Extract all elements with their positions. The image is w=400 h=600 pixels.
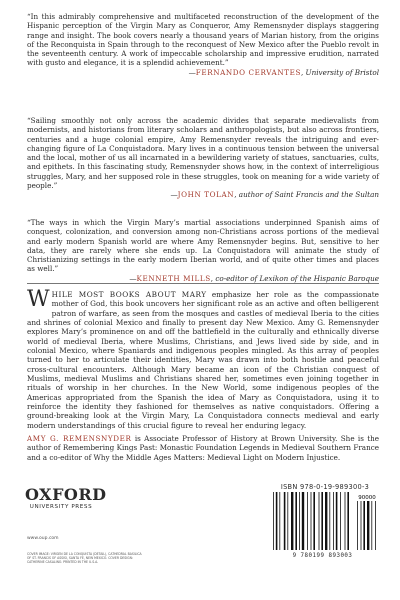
publisher-sub: UNIVERSITY PRESS	[29, 504, 93, 510]
praise-affiliation-1: University of Bristol	[305, 67, 379, 77]
price-code: 90000	[358, 495, 376, 501]
barcode-bar	[284, 492, 286, 550]
barcode-bar	[333, 492, 334, 550]
praise-affiliation-3: co-editor of Lexikon of the Hispanic Baroque	[215, 273, 379, 283]
barcode-addon-bar	[361, 501, 362, 550]
barcode-bar	[345, 492, 346, 550]
praise-credit-2: —JOHN TOLAN, author of Saint Francis and the Sultan	[170, 190, 379, 200]
barcode-bar	[276, 492, 278, 550]
barcode-bar	[319, 492, 320, 550]
barcode-bar	[299, 492, 300, 550]
book-description	[27, 287, 379, 430]
isbn-label: ISBN 978-0-19-989300-3	[280, 483, 370, 491]
publisher-name: OXFORD	[25, 485, 107, 504]
barcode-image	[271, 492, 379, 552]
barcode-bar	[311, 492, 312, 550]
author-paragraph	[27, 434, 379, 462]
praise-credit-1: —FERNANDO CERVANTES, University of Bristol	[188, 67, 379, 77]
description-paragraph	[27, 287, 379, 430]
barcode-addon-bar	[371, 501, 372, 550]
publisher-url: www.oup.com	[27, 536, 59, 541]
praise-credit-3: —KENNETH MILLS, co-editor of Lexikon of the Hispanic Baroque	[129, 273, 379, 283]
barcode-bar	[287, 492, 288, 550]
praise-quote-2: “Sailing smoothly not only across the academic divides that separate medievalists from modernists, and historians from literary scholars and anthropologists, but also across frontiers, centuries and a huge colonial empire, Amy Remensnyder reveals the intriguing and ever-changing figure of La Conquistadora. Mary lives in a continuous tension between the universal and the local, mother of us all incarnated in a bewildering variety of statues, sanctuaries, cults, and epithets. In this fascinating study, Remensnyder shows how, in the context of interreligious struggles, Mary, and her supposed role in these struggles, took on meaning for a wide variety of people.”	[27, 116, 379, 191]
description-text: emphasize her role as the compassionate mother of God, this book uncovers her significant role as an active and often belligerent patron of warfare, as seen from the mosques and castles of medieval Iberia to the cities and shrines of colonial Mexico and finally to present day New Mexico. Amy G. Remensnyder explores Mary’s prominence on and off the battlefield in the culturally and ethnically diverse world of medieval Iberia, where Muslims, Christians, and Jews lived side by side, and in colonial Mexico, where Spaniards and indigenous peoples mingled. As this array of peoples turned to her to articulate their identities, Mary was drawn into both hostile and peaceful cross-cultural encounters. Although Mary became an icon of the Christian conquest of Muslims, medieval Muslims and Christians shared her, sometimes even joining together in rituals of worship in her churches. In the New World, some indigenous peoples of the Americas appropriated from the Spanish the idea of Mary as Conquistadora, using it to reinforce the identity they fashioned for themselves as native conquistadors. Offering a ground-breaking look at the Virgin Mary, La Conquistadora connects medieval and early modern understandings of this crucial figure to reveal her enduring legacy.	[27, 290, 379, 430]
praise-block-2	[27, 116, 379, 200]
barcode-bar	[302, 492, 304, 550]
oxford-logo	[25, 485, 107, 511]
praise-quote-3: “The ways in which the Virgin Mary’s martial associations underpinned Spanish aims of conquest, colonization, and conversion among non-Christians across portions of the medieval and early modern Spanish world are where Amy Remensnyder begins. But, sensitive to her data, they are rarely where she ends up. La Conquistadora will animate the study of Christianizing settings in the early modern Iberian world, and of quite other times and places as well.”	[27, 218, 379, 274]
barcode-bar	[313, 492, 315, 550]
barcode-bar	[347, 492, 349, 550]
praise-name-3: KENNETH MILLS	[136, 273, 211, 283]
barcode-number: 9 780199 893003	[292, 553, 353, 559]
barcode-bar	[329, 492, 330, 550]
description-smallcaps: HILE MOST BOOKS ABOUT MARY	[51, 290, 207, 299]
barcode-bar	[340, 492, 341, 550]
barcode-addon-bar	[367, 501, 369, 550]
barcode-addon-bar	[375, 501, 376, 550]
drop-cap: W	[27, 287, 50, 312]
barcode-bar	[321, 492, 323, 550]
barcode-bar	[307, 492, 308, 550]
praise-name-1: FERNANDO CERVANTES	[195, 67, 301, 77]
barcode-bar	[273, 492, 274, 550]
barcode-addon-bar	[357, 501, 358, 550]
author-name: AMY G. REMENSNYDER	[27, 434, 132, 443]
barcode-bar	[295, 492, 297, 550]
barcode-bar	[279, 492, 280, 550]
praise-name-2: JOHN TOLAN	[177, 190, 235, 200]
author-bio-text: is Associate Professor of History at Brown University. She is the author of Remembering Kings Past: Monastic Foundation Legends in Medieval Southern France and a co-editor of Why the Middle Ages Matters: Medieval Light on Modern Injustice.	[27, 434, 380, 462]
barcode-addon-bar	[363, 501, 365, 550]
praise-block-1	[27, 12, 379, 77]
barcode-bar	[325, 492, 327, 550]
barcode-bar	[336, 492, 338, 550]
praise-block-3	[27, 218, 379, 283]
praise-quote-1: “In this admirably comprehensive and multifaceted reconstruction of the development of the Hispanic perception of the Virgin Mary as Conqueror, Amy Remensnyder displays staggering range and insight. The book covers nearly a thousand years of Marian history, from the origins of the Reconquista in Spain through to the reconquest of New Mexico after the Pueblo revolt in the seventeenth century. A work of impeccable scholarship and impressive erudition, narrated with gusto and elegance, it is a splendid achievement.”	[27, 12, 379, 68]
author-bio	[27, 434, 379, 462]
barcode-bar	[291, 492, 293, 550]
praise-affiliation-2: author of Saint Francis and the Sultan	[238, 190, 379, 200]
divider-rule	[27, 283, 379, 284]
cover-fineprint: COVER IMAGE: VIRGEN DE LA CONQUISTA (DETAIL), CATHEDRAL BASILICA OF ST. FRANCIS OF ASSISI, SANTA FE, NEW MEXICO. COVER DESIGN: CATHERINE CASALINO. PRINTED IN THE U.S.A.	[27, 552, 142, 565]
